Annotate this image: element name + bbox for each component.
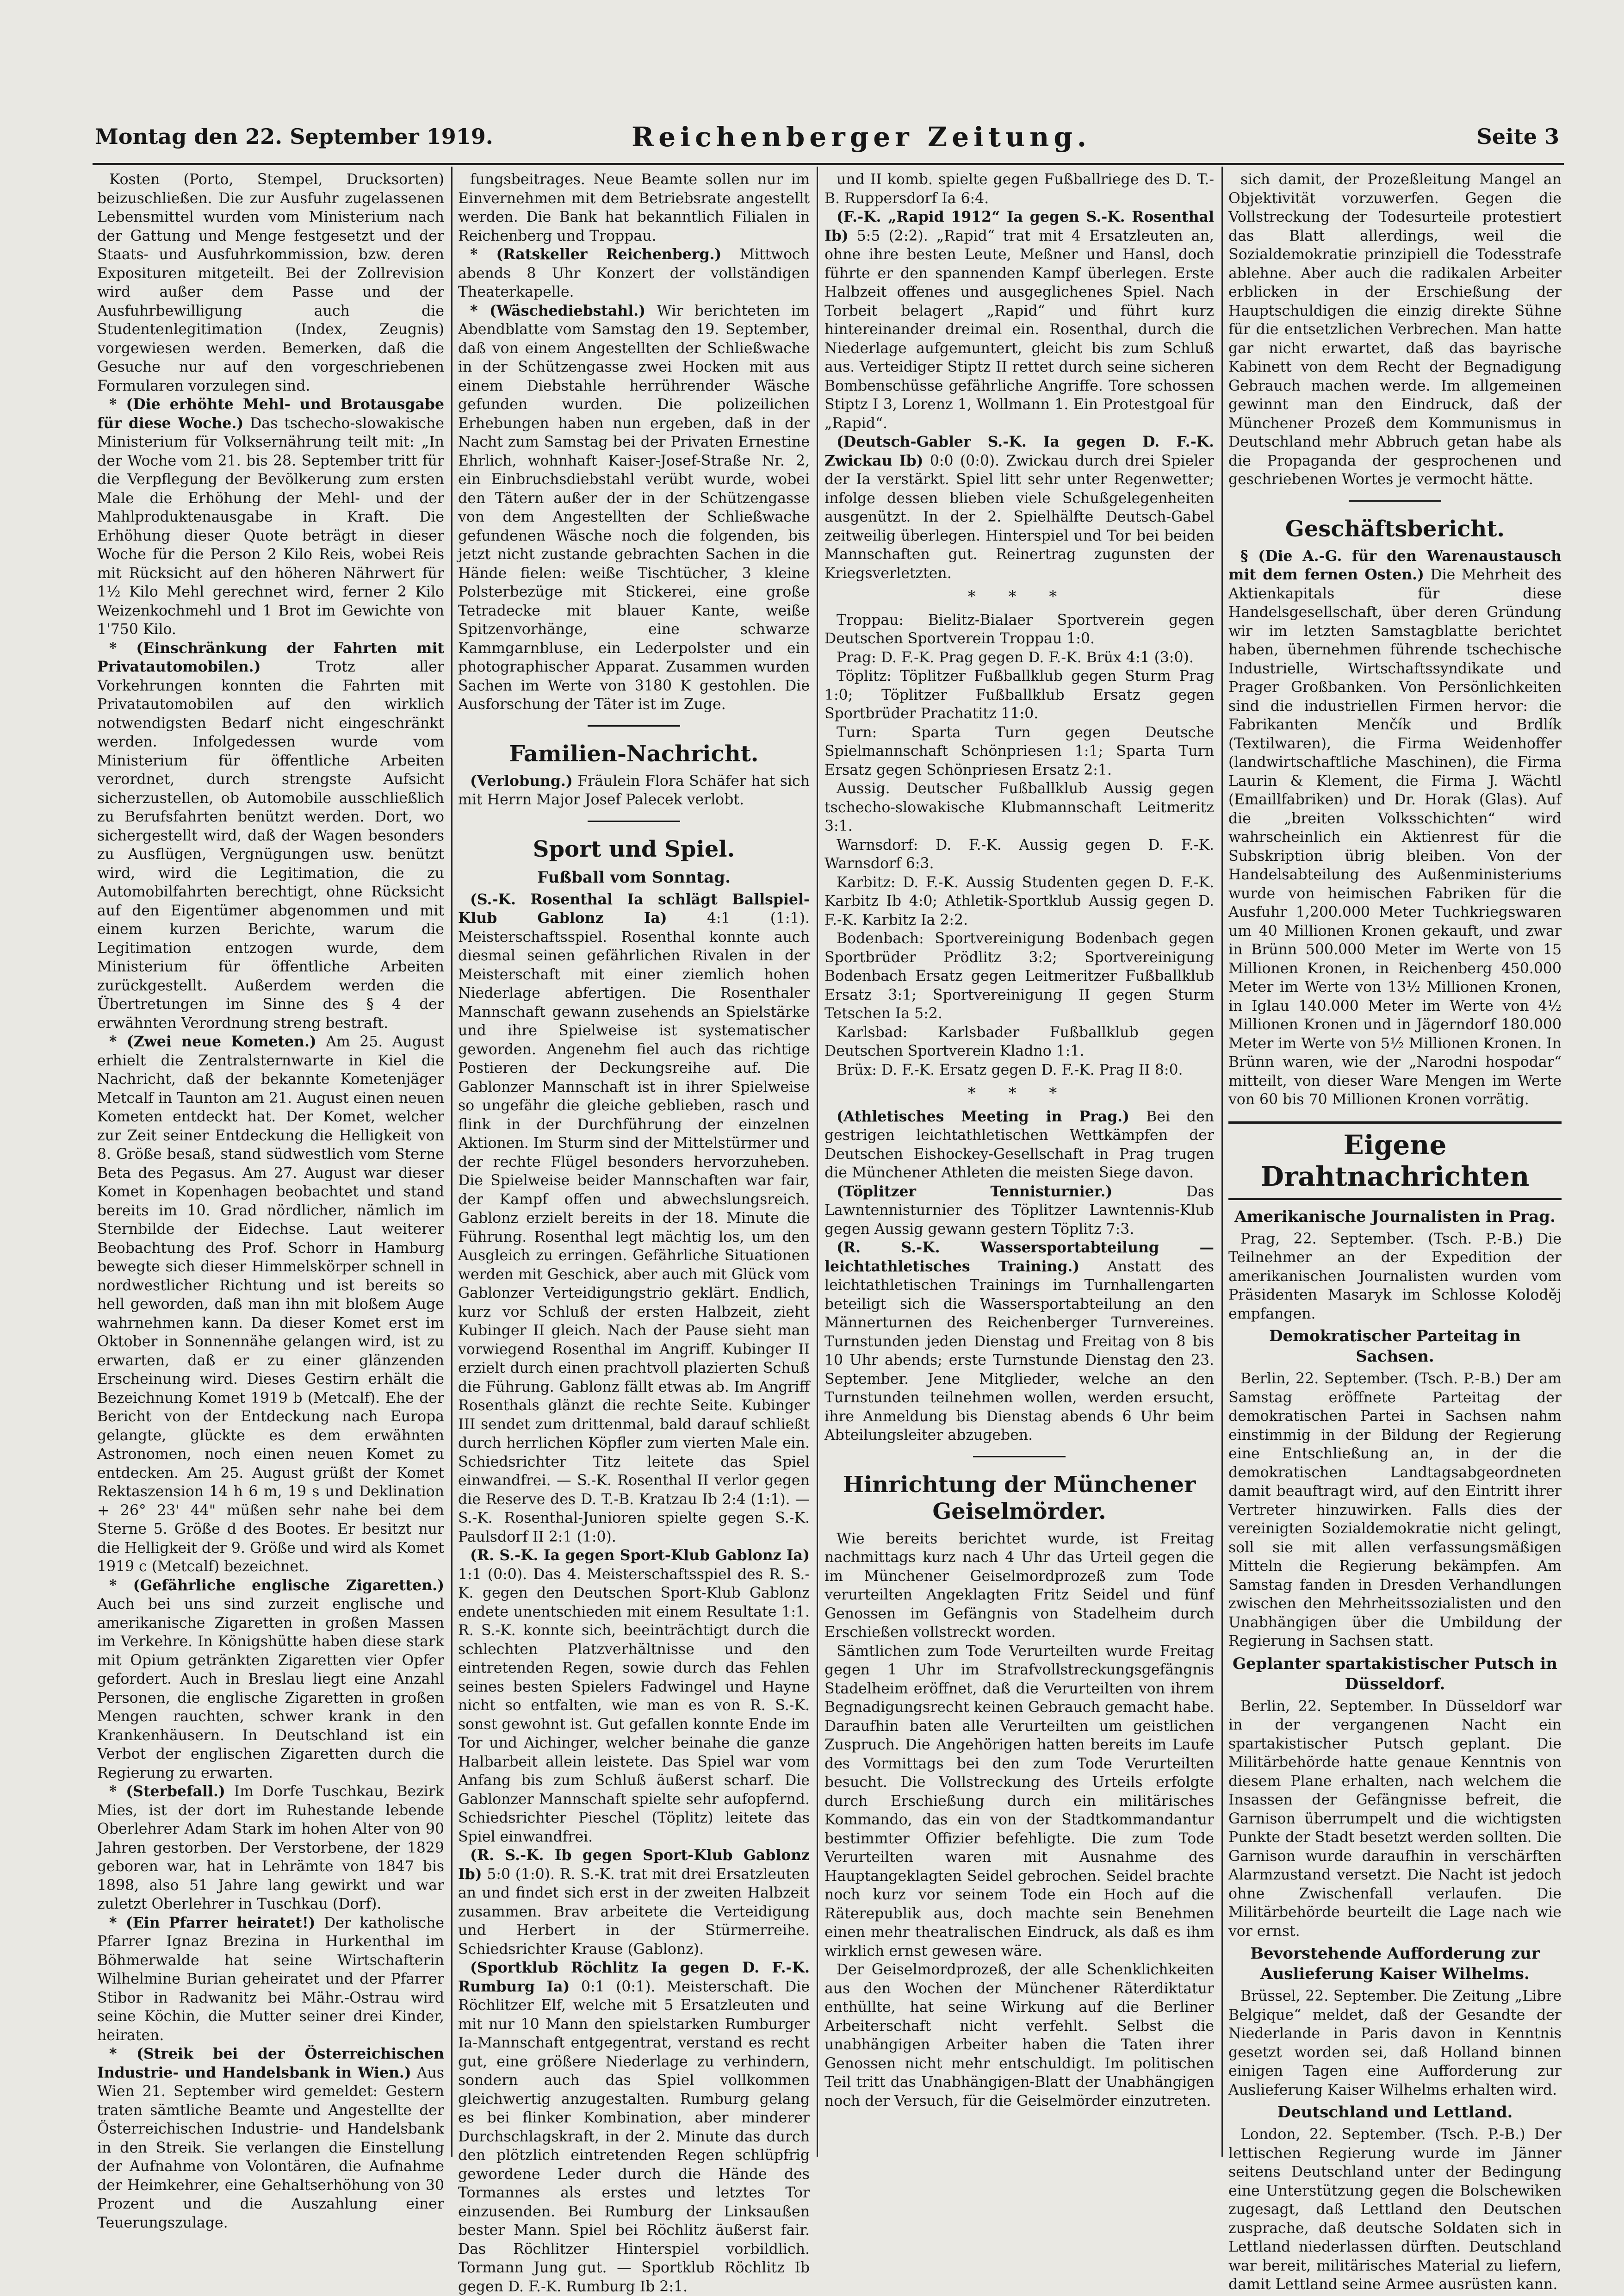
article-text: 1:1 (0:0). Das 4. Meisterschaftsspiel des R. S.-K. gegen den Deutschen Sport-Klub Gablonz endete unentschieden mit einem Resultate 1:1. R. S.-K. konnte sich, beeinträchtigt durch die schlechten Platzverhältnisse und den eintretenden Regen, sowie durch das Fehlen seines besten Spielers Fadwingel und Hayne nicht so entfalten, wie man es von R. S.-K. sonst gewohnt ist. Gut gefallen konnte Ende im Tor und Aichinger, welcher beinahe die ganze Halbarbeit allein leistete. Das Spiel war vom Anfang bis zum Schluß äußerst scharf. Die Gablonzer Mannschaft spielte sehr aufopfernd. Schiedsrichter Pieschel (Töplitz) leitete das Spiel einwandfrei.: [458, 1566, 810, 1845]
article-paragraph: [97, 395, 444, 639]
article-lead: (R. S.-K. Ia gegen Sport-Klub Gablonz Ia): [470, 1547, 810, 1564]
article-lead: * (Ratskeller Reichenberg.): [470, 246, 722, 263]
news-subheading: Geplanter spartakistischer Putsch in Düsseldorf.: [1233, 1654, 1557, 1693]
article-lead: (Verlobung.): [470, 772, 573, 790]
article-paragraph: und II komb. spielte gegen Fußballriege des D. T.-B. Ruppersdorf Ia 6:4.: [824, 171, 1214, 207]
article-text: Das tschecho-slowakische Ministerium für Volksernährung teilt mit: „In der Woche vom 21. bis 28. September tritt für die Verpflegung der Bevölkerung zum ersten Male die Erhöhung der Mehl- und der Mahlproduktenausgabe in Kraft. Die Erhöhung dieser Quote beträgt in dieser Woche für die Person 2 Kilo Reis, wobei Reis mit Rücksicht auf den höheren Nährwert für 1½ Kilo Mehl gerechnet wird, ferner 2 Kilo Weizenkochmehl und 1 Brot im Gewichte von 1'750 Kilo.: [97, 415, 444, 638]
article-lead: * (Gefährliche englische Zigaretten.): [109, 1576, 444, 1594]
news-subheading: Deutschland und Lettland.: [1277, 2103, 1513, 2122]
column-4: [1228, 170, 1562, 2293]
article-paragraph: Berlin, 22. September. In Düsseldorf war in der vergangenen Nacht ein spartakistischer Putsch geplant. Die Militärbehörde hatte genaue Kenntnis von diesem Plane erhalten, nach welchem die Insassen der Gefängnisse befreit, die Garnison überrumpelt und die wichtigsten Punkte der Stadt besetzt werden sollten. Die Garnison wurde daraufhin in verschärften Alarmzustand versetzt. Die Nacht ist jedoch ohne Zwischenfall verlaufen. Die Militärbehörde beurteilt die Lage nach wie vor ernst.: [1228, 1698, 1562, 1940]
issue-date: Montag den 22. September 1919.: [95, 124, 493, 149]
column-divider: [817, 167, 818, 2157]
article-paragraph: [458, 1846, 810, 1959]
article-text: Aus Wien 21. September wird gemeldet: Gestern traten sämtliche Beamte und Angestellte der Österreichischen Industrie- und Handelsbank in den Streik. Sie verlangen die Einstellung der Aufnahme von Volontären, die Aufnahme der Heimkehrer, eine Gehaltserhöhung von 30 Prozent und die Auszahlung einer Teuerungszulage.: [97, 2064, 444, 2231]
article-text: 0:0 (0:0). Zwickau durch drei Spieler der Ia verstärkt. Spiel litt sehr unter Regenwetter; infolge dessen blieben viele Schußgelegenheiten ausgenützt. In der 2. Spielhälfte Deutsch-Gabel zeitweilig überlegen. Hinterspiel und Tor bei beiden Mannschaften gut. Reinertrag zugunsten der Kriegsverletzten.: [824, 452, 1215, 582]
masthead: [95, 121, 1559, 153]
article-paragraph: Brüssel, 22. September. Die Zeitung „Libre Belgique“ meldet, daß der Gesandte der Niederlande in Paris davon in Kenntnis gesetzt worden sei, daß Holland binnen einigen Tagen eine Aufforderung zur Auslieferung Kaiser Wilhelms erhalten wird.: [1228, 1988, 1562, 2098]
article-text: Im Dorfe Tuschkau, Bezirk Mies, ist der dort im Ruhestande lebende Oberlehrer Adam Stark im hohen Alter von 90 Jahren gestorben. Der Verstorbene, der 1829 geboren war, hat in Lehrämte von 1847 bis 1898, also 51 Jahre lang gewirkt und war zuletzt Oberlehrer in Tuschkau (Dorf).: [97, 1783, 444, 1912]
article-text: 0:1 (0:1). Meisterschaft. Die Röchlitzer Elf, welche mit 5 Ersatzleuten und mit nur 10 Mann den spielstarken Rumburger Ia-Mannschaft entgegentrat, verstand es recht gut, eine größere Niederlage zu verhindern, sondern auch das Spiel vollkommen gleichwertig anzugestalten. Rumburg gelang es bei flinker Kombination, aber minderer Durchschlagskraft, in der 2. Minute das durch den plötzlich eintretenden Regen schlüpfrig gewordene Leder durch die Hände des Tormannes als erstes und letztes Tor einzusenden. Bei Rumburg der Linksaußen bester Mann. Spiel bei Röchlitz äußerst fair. Das Röchlitzer Hinterspiel vorbildlich. Tormann Jung gut. — Sportklub Röchlitz Ib gegen D. F.-K. Rumburg Ib 2:1.: [458, 1978, 810, 2295]
article-text: Trotz aller Vorkehrungen konnten die Fahrten mit Privatautomobilen auf den wirklich notwendigsten Bedarf nicht eingeschränkt werden. Infolgedessen wurde vom Ministerium für öffentliche Arbeiten verordnet, durch strengste Aufsicht sicherzustellen, ob Automobile ausschließlich zu Berufsfahrten benützt werden. Dort, wo sichergestellt wird, daß der Wagen besonders zu Ausflügen, Vergnügungen usw. benützt wird, wird die Legitimation, die zu Automobilfahrten berechtigt, ohne Rücksicht auf den Eigentümer abgenommen und mit einem kurzen Berichte, warum die Legitimation entzogen wurde, dem Ministerium für öffentliche Arbeiten zurückgestellt. Außerdem werden die Übertretungen im Sinne des § 4 der erwähnten Verordnung streng bestraft.: [97, 659, 444, 1032]
result-line: Turn: Sparta Turn gegen Deutsche Spielmannschaft Schönpriesen 1:1; Sparta Turn Ersatz gegen Schönpriesen Ersatz 2:1.: [824, 724, 1214, 778]
result-line: Warnsdorf: D. F.-K. Aussig gegen D. F.-K. Warnsdorf 6:3.: [824, 836, 1214, 872]
section-rule: [973, 1456, 1066, 1457]
news-subheading: Bevorstehende Aufforderung zur Auslieferung Kaiser Wilhelms.: [1250, 1944, 1540, 1983]
column-divider: [451, 167, 452, 2157]
article-paragraph: [458, 1546, 810, 1846]
result-line: Karbitz: D. F.-K. Aussig Studenten gegen D. F.-K. Karbitz Ib 4:0; Athletik-Sportklub Aussig gegen D. F.-K. Karbitz Ia 2:2.: [824, 874, 1214, 928]
article-lead: (Töplitzer Tennisturnier.): [837, 1182, 1113, 1200]
news-subheading: Demokratischer Parteitag in Sachsen.: [1269, 1327, 1521, 1366]
article-text: Mittwoch abends 8 Uhr Konzert der vollständigen Theaterkapelle.: [458, 246, 810, 300]
section-banner: Eigene Drahtnachrichten: [1228, 1121, 1562, 1200]
article-text: Wir berichteten im Abendblatte vom Samstag den 19. September, daß von einem Angestellten der Schließwache in der Schützengasse zwei Hocken mit aus einem Diebstahle herrührender Wäsche gefunden wurden. Die polizeilichen Erhebungen haben nun ergeben, daß in der Nacht zum Samstag bei der Privaten Ernestine Ehrlich, wohnhaft Kaiser-Josef-Straße Nr. 2, ein Einbruchsdiebstahl verübt wurde, wobei den Tätern außer der in der Schützengasse von dem Angestellten der Schließwache gefundenen Wäsche noch die folgenden, bis jetzt nicht zustande gebrachten Sachen in die Hände fielen: weiße Tischtücher, 3 kleine Polsterbezüge mit Stickerei, eine große Tetradecke mit blauer Kante, weiße Spitzenvorhänge, eine schwarze Kammgarnbluse, ein Lederpolster und ein photographischer Apparat. Zusammen wurden Sachen im Werte von 3180 K gestohlen. Die Ausforschung der Täter ist im Zuge.: [458, 302, 810, 713]
result-line: Prag: D. F.-K. Prag gegen D. F.-K. Brüx 4:1 (3:0).: [837, 649, 1194, 666]
article-paragraph: Sämtlichen zum Tode Verurteilten wurde Freitag gegen 1 Uhr im Strafvollstreckungsgefängnis Stadelheim eröffnet, daß die Verurteilten von ihrem Begnadigungsrecht keinen Gebrauch gemacht habe. Daraufhin baten alle Verurteilten um geistlichen Zuspruch. Die Angehörigen hatten bereits im Laufe des Vormittags bei den zum Tode Verurteilten besucht. Die Vollstreckung des Urteils erfolgte durch Erschießung durch ein militärisches Kommando, das ein von der Stadtkommandantur bestimmter Offizier befehligte. Die zum Tode Verurteilten waren mit Ausnahme des Hauptangeklagten Seidel gebrochen. Seidel brachte noch kurz vor seinem Tode ein Hoch auf die Räterepublik aus, doch machte sein Benehmen einen mehr theatralischen Eindruck, als daß es ihm wirklich ernst gewesen wäre.: [824, 1643, 1214, 1960]
article-text: Am 25. August erhielt die Zentralsternwarte in Kiel die Nachricht, daß der bekannte Kometenjäger Metcalf in Taunton am 21. August einen neuen Kometen entdeckt hat. Der Komet, welcher zur Zeit seiner Entdeckung die Helligkeit von 8. Größe besaß, stand südwestlich vom Sterne Beta des Pegasus. Am 27. August war dieser Komet in Kopenhagen beobachtet und stand bereits im 10. Grad nördlicher, nämlich im Sternbilde der Eidechse. Laut weiterer Beobachtung des Prof. Schorr in Hamburg bewegte sich dieser Himmelskörper schnell in nordwestlicher Richtung und ist bereits so hell geworden, daß man ihn mit bloßem Auge wahrnehmen kann. Da dieser Komet erst im Oktober in Sonnennähe gelangen wird, ist zu erwarten, daß er zu einer glänzenden Erscheinung wird. Dieses Gestirn erhält die Bezeichnung Komet 1919 b (Metcalf). Ehe der Bericht von der Entdeckung nach Europa gelangte, glückte es dem erwähnten Astronomen, noch einen neuen Komet zu entdecken. Am 25. August grüßt der Komet Rektaszension 14 h 6 m, 19 s und Deklination + 26° 23' 44" müßen sehr nahe bei dem Sterne 5. Größe d des Bootes. Er besitzt nur die Helligkeit der 9. Größe und wird als Komet 1919 c (Metcalf) bezeichnet.: [97, 1033, 445, 1575]
article-lead: (F.-K. „Rapid 1912“ Ia gegen S.-K. Rosenthal Ib): [824, 208, 1214, 244]
article-lead: * (Zwei neue Kometen.): [109, 1033, 316, 1050]
article-paragraph: [97, 639, 444, 1033]
article-text: 5:5 (2:2). „Rapid“ trat mit 4 Ersatzleuten an, ohne ihre besten Leute, Meßner und Hansl, doch führte er den spannenden Kampf überlegen. Erste Halbzeit offenes und ausgeglichenes Spiel. Nach Torbeit belagert „Rapid“ und führt kurz hintereinander dreimal ein. Rosenthal, durch die Niederlage aufgemuntert, gleicht bis zum Schluß aus. Verteidiger Stiptz II rettet durch seine sicheren Bombenschüsse gefährliche Angriffe. Tore schossen Stiptz I 3, Lorenz 1, Wollmann 1. Ein Protestgoal für „Rapid“.: [824, 227, 1215, 432]
article-text: Bei den gestrigen leichtathletischen Wettkämpfen der Deutschen Eishockey-Gesellschaft in Prag trugen die Münchener Athleten die meisten Siege davon.: [824, 1108, 1214, 1181]
article-text: Der katholische Pfarrer Ignaz Brezina in Hurkenthal im Böhmerwalde hat seine Wirtschafterin Wilhelmine Burian geheiratet und der Pfarrer Stibor in Radwanitz bei Mähr.-Ostrau wird seine Köchin, die Mutter seiner drei Kinder, heiraten.: [97, 1914, 444, 2044]
article-paragraph: [1228, 547, 1562, 1109]
article-paragraph: Der Geiselmordprozeß, der alle Schenklichkeiten aus den Wochen der Münchener Räterdiktatur enthüllte, hat seine Wirkung auf die Berliner Arbeiterschaft nicht verfehlt. Selbst die unabhängigen Arbeiter haben die Taten ihrer Genossen nicht mehr entschuldigt. Im politischen Teil tritt das Unabhängigen-Blatt der Unabhängigen noch der Versuch, für die Geiselmörder einzutreten.: [824, 1961, 1214, 2109]
article-paragraph: [824, 1108, 1214, 1182]
article-paragraph: [458, 302, 810, 714]
article-lead: * (Einschränkung der Fahrten mit Privatautomobilen.): [97, 639, 444, 675]
result-line: Troppau: Bielitz-Bialaer Sportverein gegen Deutschen Sportverein Troppau 1:0.: [824, 611, 1214, 647]
article-paragraph: [824, 433, 1214, 583]
result-line: Brüx: D. F.-K. Ersatz gegen D. F.-K. Prag II 8:0.: [837, 1061, 1183, 1078]
article-lead: * (Wäschediebstahl.): [470, 302, 646, 319]
section-heading: Familien-Nachricht.: [509, 740, 759, 767]
article-paragraph: [458, 1959, 810, 2296]
article-paragraph: [458, 772, 810, 809]
article-paragraph: [97, 1576, 444, 1783]
news-subheading: Amerikanische Journalisten in Prag.: [1234, 1207, 1556, 1226]
article-lead: (Athletisches Meeting in Prag.): [837, 1108, 1130, 1125]
column-1: [97, 170, 445, 2231]
article-paragraph: [458, 890, 810, 1547]
article-text: Auch bei uns sind zurzeit englische und amerikanische Zigaretten in großen Massen im Verkehre. In Königshütte haben diese stark mit Opium getränkten Zigaretten vier Opfer gefordert. Auch in Breslau liegt eine Anzahl Personen, die englische Zigaretten in großen Mengen rauchten, schwer krank in den Krankenhäusern. In Deutschland ist ein Verbot der englischen Zigaretten durch die Regierung zu erwarten.: [97, 1596, 444, 1781]
article-lead: * (Die erhöhte Mehl- und Brotausgabe für diese Woche.): [97, 396, 444, 432]
article-lead: (S.-K. Rosenthal Ia schlägt Ballspiel-Klub Gablonz Ia): [458, 890, 810, 927]
result-line: Karlsbad: Karlsbader Fußballklub gegen Deutschen Sportverein Kladno 1:1.: [824, 1024, 1214, 1059]
article-paragraph: [97, 2045, 444, 2232]
article-paragraph: [824, 1238, 1214, 1445]
article-paragraph: London, 22. September. (Tsch. P.-B.) Der lettischen Regierung wurde im Jänner seitens Deutschland unter der Bedingung eine Unterstützung gegen die Bolschewiken zugesagt, daß Lettland den Deutschen zusprache, daß deutsche Soldaten sich in Lettland niederlassen dürften. Deutschland war bereit, militärisches Material zu liefern, damit Lettland seine Armee ausrüsten kann.: [1228, 2126, 1562, 2293]
section-subheading: Fußball vom Sonntag.: [537, 868, 731, 887]
section-rule: [588, 725, 680, 727]
article-paragraph: [824, 208, 1214, 433]
article-paragraph: Berlin, 22. September. (Tsch. P.-B.) Der am Samstag eröffnete Parteitag der demokratischen Partei in Sachsen nahm einstimmig in der Bildung der Regierung eine Entschließung an, in der die demokratischen Landtagsabgeordneten damit beauftragt wird, auf den Eintritt ihrer Vertreter hinzuwirken. Falls dies der vereinigten Sozialdemokratie nicht gelingt, soll sie mit allen verfassungsmäßigen Mitteln die Regierung bekämpfen. Am Samstag fanden in Dresden Verhandlungen zwischen den Mehrheitssozialisten und den Unabhängigen über die Umbildung der Regierung in Sachsen statt.: [1228, 1370, 1562, 1649]
article-text: 5:0 (1:0). R. S.-K. trat mit drei Ersatzleuten an und findet sich erst in der zweiten Halbzeit zusammen. Brav arbeitete die Verteidigung und Herbert in der Stürmerreihe. Schiedsrichter Krause (Gablonz).: [458, 1866, 810, 1958]
article-lead: (Sportklub Röchlitz Ia gegen D. F.-K. Rumburg Ia): [458, 1959, 810, 1995]
section-rule: [1349, 500, 1441, 502]
article-paragraph: [97, 1782, 444, 1914]
article-paragraph: fungsbeitrages. Neue Beamte sollen nur im Einvernehmen mit dem Betriebsrate angestellt werden. Die Bank hat bekanntlich Filialen in Reichenberg und Troppau.: [458, 171, 810, 244]
section-heading: Hinrichtung der Münchener Geiselmörder.: [843, 1471, 1196, 1524]
article-lead: * (Ein Pfarrer heiratet!): [109, 1914, 316, 1931]
article-paragraph: Prag, 22. September. (Tsch. P.-B.) Die Teilnehmer an der Expedition der amerikanischen Journalisten wurden vom Präsidenten Masaryk im Schlosse Koloděj empfangen.: [1228, 1230, 1562, 1322]
article-lead: (R. S.-K. Ib gegen Sport-Klub Gablonz Ib): [458, 1847, 810, 1883]
article-paragraph: sich damit, der Prozeßleitung Mangel an Objektivität vorzuwerfen. Gegen die Vollstreckung der Todesurteile protestiert das Blatt allerdings, weil die Sozialdemokratie prinzipiell die Todesstrafe ablehne. Aber auch die radikalen Arbeiter erblicken in der Erschießung der Hauptschuldigen die einzig direkte Sühne für die entsetzlichen Verbrechen. Man hatte gar nicht erwartet, daß das bayrische Kabinett von dem Recht der Begnadigung Gebrauch machen werde. Im allgemeinen gewinnt man den Eindruck, daß der Münchener Prozeß dem Kommunismus in Deutschland mehr Abbruch getan habe als die Propaganda der gesprochenen und geschriebenen Wortes je vermocht hätte.: [1228, 171, 1562, 488]
newspaper-title: Reichenberger Zeitung.: [632, 121, 1091, 153]
result-line: Aussig. Deutscher Fußballklub Aussig gegen tschecho-slowakische Klubmannschaft Leitmeritz 3:1.: [824, 780, 1214, 834]
article-lead: * (Sterbefall.): [109, 1783, 225, 1800]
article-lead: (R. S.-K. Wassersportabteilung — leichtathletisches Training.): [824, 1239, 1214, 1275]
section-divider-stars: * * *: [967, 587, 1071, 606]
section-heading: Sport und Spiel.: [533, 836, 735, 862]
section-rule: [588, 821, 680, 822]
article-lead: (Deutsch-Gabler S.-K. Ia gegen D. F.-K. Zwickau Ib): [824, 433, 1214, 469]
column-divider: [1221, 167, 1223, 2157]
article-paragraph: Wie bereits berichtet wurde, ist Freitag nachmittags kurz nach 4 Uhr das Urteil gegen die im Münchener Geiselmordprozeß zum Tode verurteilten Angeklagten Fritz Seidel und fünf Genossen im Gefängnis von Stadelheim durch Erschießen vollstreckt worden.: [824, 1530, 1214, 1641]
section-divider-stars: * * *: [967, 1084, 1071, 1102]
masthead-rule: [93, 163, 1564, 165]
article-text: Anstatt des leichtathletischen Trainings im Turnhallengarten beteiligt sich die Wassersportabteilung an den Männerturnen des Reichenberger Turnvereines. Turnstunden jeden Dienstag und Freitag von 8 bis 10 Uhr abends; erste Turnstunde Dienstag den 23. September. Jene Mitglieder, welche an den Turnstunden teilnehmen wollen, werden ersucht, ihre Anmeldung bis Dienstag abends 6 Uhr beim Abteilungsleiter abzugeben.: [824, 1258, 1215, 1444]
column-2: [458, 170, 810, 2295]
article-text: Fräulein Flora Schäfer hat sich mit Herrn Major Josef Palecek verlobt.: [458, 772, 810, 808]
article-text: 4:1 (1:1). Meisterschaftsspiel. Rosenthal konnte auch diesmal seinen gefährlichen Rivalen in der Meisterschaft mit einer ziemlich hohen Niederlage abfertigen. Die Rosenthaler Mannschaft gewann zusehends an Spielstärke und ihre Spielweise ist systematischer geworden. Angenehm fiel auch das richtige Postieren der Deckungsreihe auf. Die Gablonzer Mannschaft ist in ihrer Spielweise so ungefähr die gleiche geblieben, rasch und flink in der Durchführung der einzelnen Aktionen. Im Sturm sind der Mittelstürmer und der rechte Flügel besonders hervorzuheben. Die Spielweise beider Mannschaften war fair, der Kampf offen und abwechslungsreich. Gablonz erzielt bereits in der 18. Minute die Führung. Rosenthal legt mächtig los, um den Ausgleich zu erringen. Gefährliche Situationen werden mit Geschick, aber auch mit Glück vom Gablonzer Verteidigungstrio geklärt. Endlich, kurz vor Schluß der ersten Halbzeit, zieht Kubinger II gleich. Nach der Pause sieht man vorwiegend Rosenthal im Angriff. Kubinger II erzielt durch einen prachtvoll plazierten Schuß die Führung. Gablonz fällt etwas ab. Im Angriff Rosenthals glänzt die rechte Seite. Kubinger III sendet zum drittenmal, bald darauf schließt durch herrlichen Köpfler zum vierten Male ein. Schiedsrichter Titz leitete das Spiel einwandfrei. — S.-K. Rosenthal II verlor gegen die Reserve des D. T.-B. Kratzau Ib 2:4 (1:1). — S.-K. Rosenthal-Junioren spielte gegen S.-K. Paulsdorf II 2:1 (1:0).: [458, 910, 810, 1545]
article-paragraph: [97, 1033, 444, 1576]
article-text: Das Lawntennisturnier des Töplitzer Lawntennis-Klub gegen Aussig gewann gestern Töplitz 7:3.: [824, 1183, 1214, 1238]
column-3: [824, 170, 1214, 2156]
article-paragraph: [824, 1182, 1214, 1239]
article-paragraph: Kosten (Porto, Stempel, Drucksorten) beizuschließen. Die zur Ausfuhr zugelassenen Lebensmittel wurden vom Ministerium nach der Gattung und Menge festgesetzt und der Staats- und Ausfuhrkommission, bzw. deren Exposituren mitgeteilt. Bei der Zollrevision wird außer dem Passe und der Ausfuhrbewilligung auch die Studentenlegitimation (Index, Zeugnis) vorgewiesen werden. Bemerken, daß die Gesuche nur auf den vorgeschriebenen Formularen vorzulegen sind.: [97, 171, 444, 394]
page-number: Seite 3: [1476, 124, 1559, 149]
result-line: Töplitz: Töplitzer Fußballklub gegen Sturm Prag 1:0; Töplitzer Fußballklub Ersatz gegen Sportbrüder Prachatitz 11:0.: [824, 668, 1214, 722]
section-heading: Geschäftsbericht.: [1285, 516, 1505, 542]
article-lead: § (Die A.-G. für den Warenaustausch mit dem fernen Osten.): [1228, 547, 1562, 583]
article-paragraph: [97, 1914, 444, 2045]
article-lead: * (Streik bei der Österreichischen Industrie- und Handelsbank in Wien.): [97, 2045, 444, 2081]
article-paragraph: [458, 245, 810, 302]
article-text: Die Mehrheit des Aktienkapitals für diese Handelsgesellschaft, über deren Gründung wir im letzten Samstagblatte berichtet haben, übernehmen führende tschechische Industrielle, Wirtschaftssyndikate und Prager Großbanken. Von Persönlichkeiten sind die industriellen Firmen hervor: die Fabrikanten Menčík und Brdlík (Textilwaren), die Firma Weidenhoffer (landwirtschaftliche Maschinen), die Firma Laurin & Klement, die Firma J. Wächtl (Emaillfabriken) und Dr. Horak (Glas). Auf die „breiten Volksschichten“ wird wahrscheinlich ein Aktienrest für die Subskription übrig bleiben. Von der Handelsabteilung des Außenministeriums wurde von heimischen Fabriken für die Ausfuhr 1,200.000 Meter Tuchkriegswaren um 40 Millionen Kronen gekauft, und zwar in Brünn 500.000 Meter im Werte von 15 Millionen Kronen, in Reichenberg 450.000 Meter im Werte von 13½ Millionen Kronen, in Iglau 140.000 Meter im Werte von 4½ Millionen Kronen und in Jägerndorf 180.000 Meter im Werte von 5½ Millionen Kronen. In Brünn waren, wie der „Narodni hospodar“ mitteilt, von dieser Ware Mengen im Werte von 60 bis 70 Millionen Kronen vorrätig.: [1228, 566, 1562, 1108]
result-line: Bodenbach: Sportvereinigung Bodenbach gegen Sportbrüder Prödlitz 3:2; Sportvereinigung Bodenbach Ersatz gegen Leitmeritzer Fußballklub Ersatz 3:1; Sportvereinigung II gegen Sturm Tetschen Ia 5:2.: [824, 930, 1214, 1022]
